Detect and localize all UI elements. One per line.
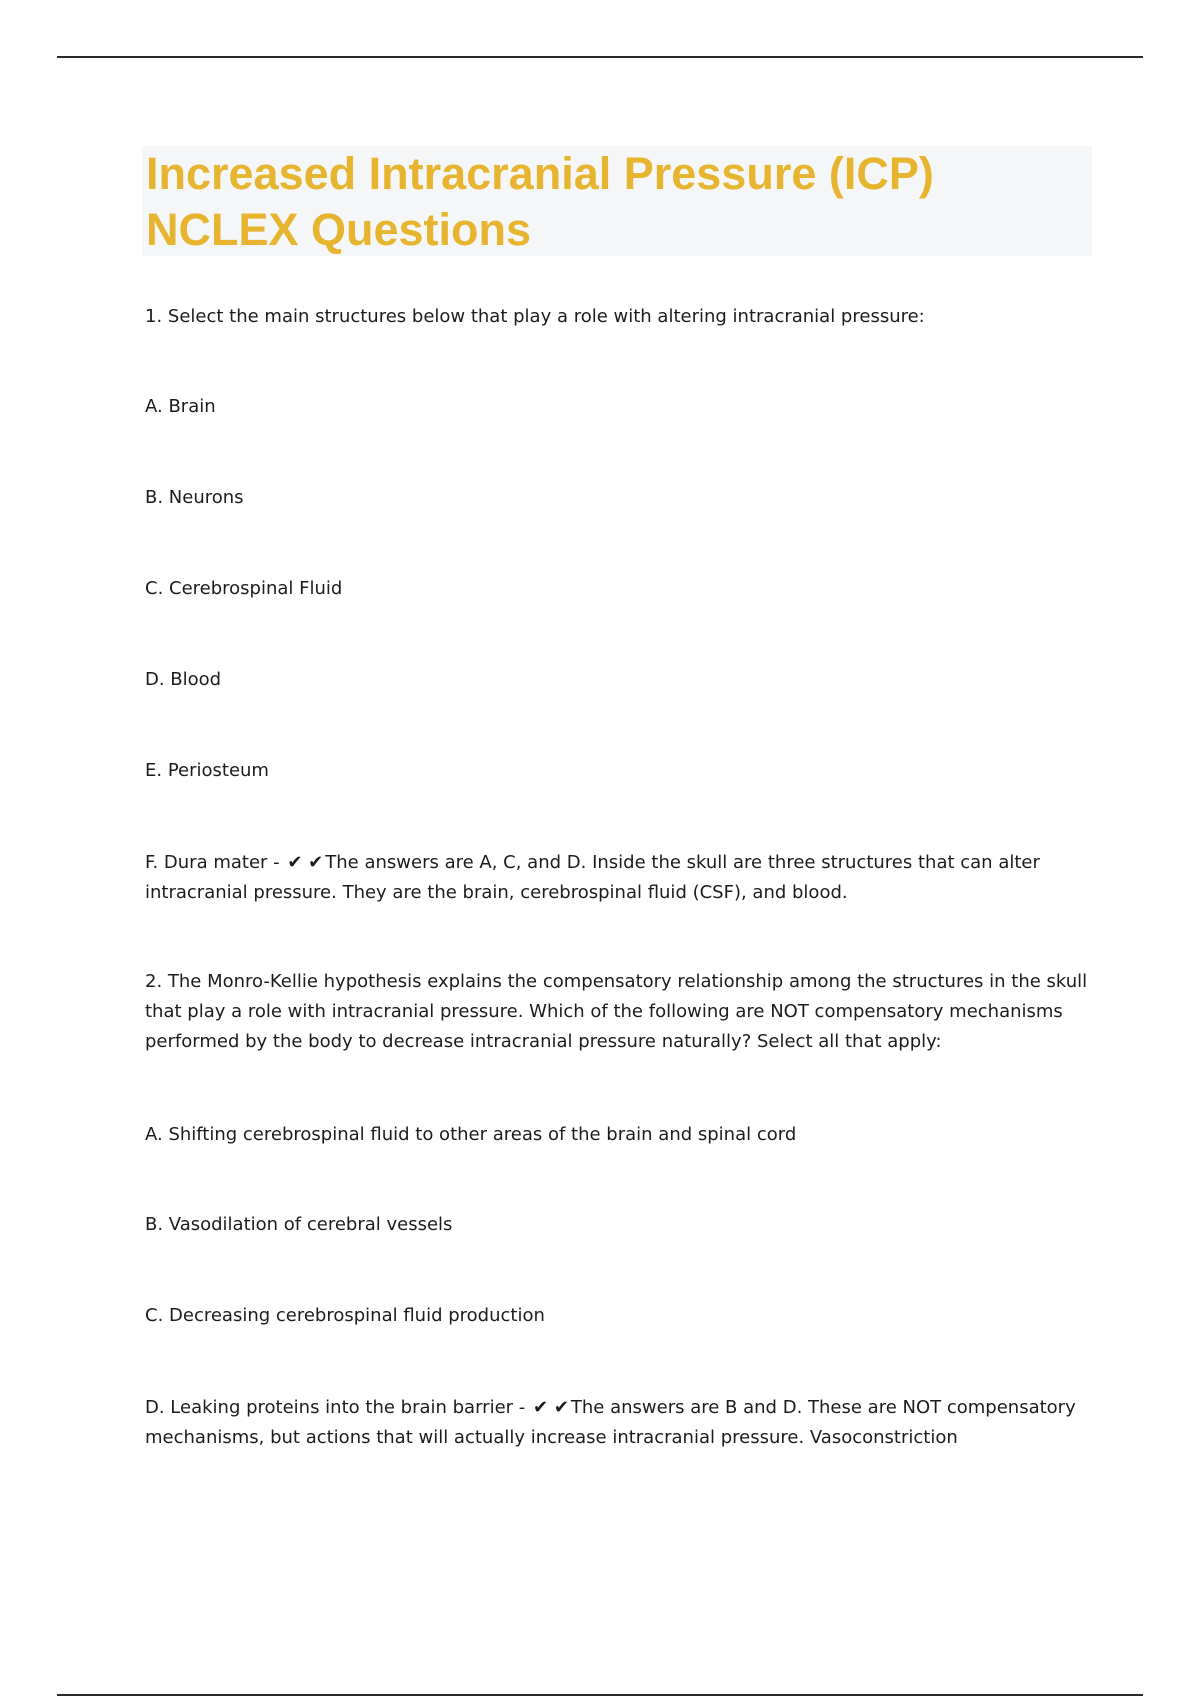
check-icon: ✔ ✔ <box>287 852 324 873</box>
question-2-option-d-with-answer <box>145 1393 1095 1453</box>
question-1-option-c: C. Cerebrospinal Fluid <box>145 578 343 599</box>
check-icon: ✔ ✔ <box>533 1397 569 1418</box>
question-1-prompt: 1. Select the main structures below that play a role with altering intracranial pressure: <box>145 306 925 327</box>
question-1-option-d: D. Blood <box>145 669 222 690</box>
question-2-answer: The answers are B and D. These are NOT compensatory mechanisms, but actions that will actually increase intracranial pressure. Vasoconstriction <box>145 1397 1076 1448</box>
question-2-option-a: A. Shifting cerebrospinal fluid to other areas of the brain and spinal cord <box>145 1124 797 1145</box>
question-2-option-d: D. Leaking proteins into the brain barrier - <box>145 1397 526 1418</box>
page-title: Increased Intracranial Pressure (ICP) NCLEX Questions <box>146 148 934 255</box>
top-rule <box>57 56 1143 58</box>
question-1-option-e: E. Periosteum <box>145 760 269 781</box>
question-2-option-b: B. Vasodilation of cerebral vessels <box>145 1214 453 1235</box>
question-2-prompt: 2. The Monro-Kellie hypothesis explains the compensatory relationship among the structures in the skull that play a role with intracranial pressure. Which of the following are NOT compensatory mechanisms performed by the body to decrease intracranial pressure naturally? Select all that apply: <box>145 971 1088 1052</box>
question-1-answer: The answers are A, C, and D. Inside the skull are three structures that can alter intracranial pressure. They are the brain, cerebrospinal fluid (CSF), and blood. <box>145 852 1040 903</box>
question-1-option-f-with-answer <box>145 848 1095 908</box>
question-1-option-a: A. Brain <box>145 396 216 417</box>
question-1-option-b: B. Neurons <box>145 487 244 508</box>
question-2-option-c: C. Decreasing cerebrospinal fluid production <box>145 1305 545 1326</box>
bottom-rule <box>57 1694 1143 1696</box>
question-1-option-f: F. Dura mater - <box>145 852 280 873</box>
